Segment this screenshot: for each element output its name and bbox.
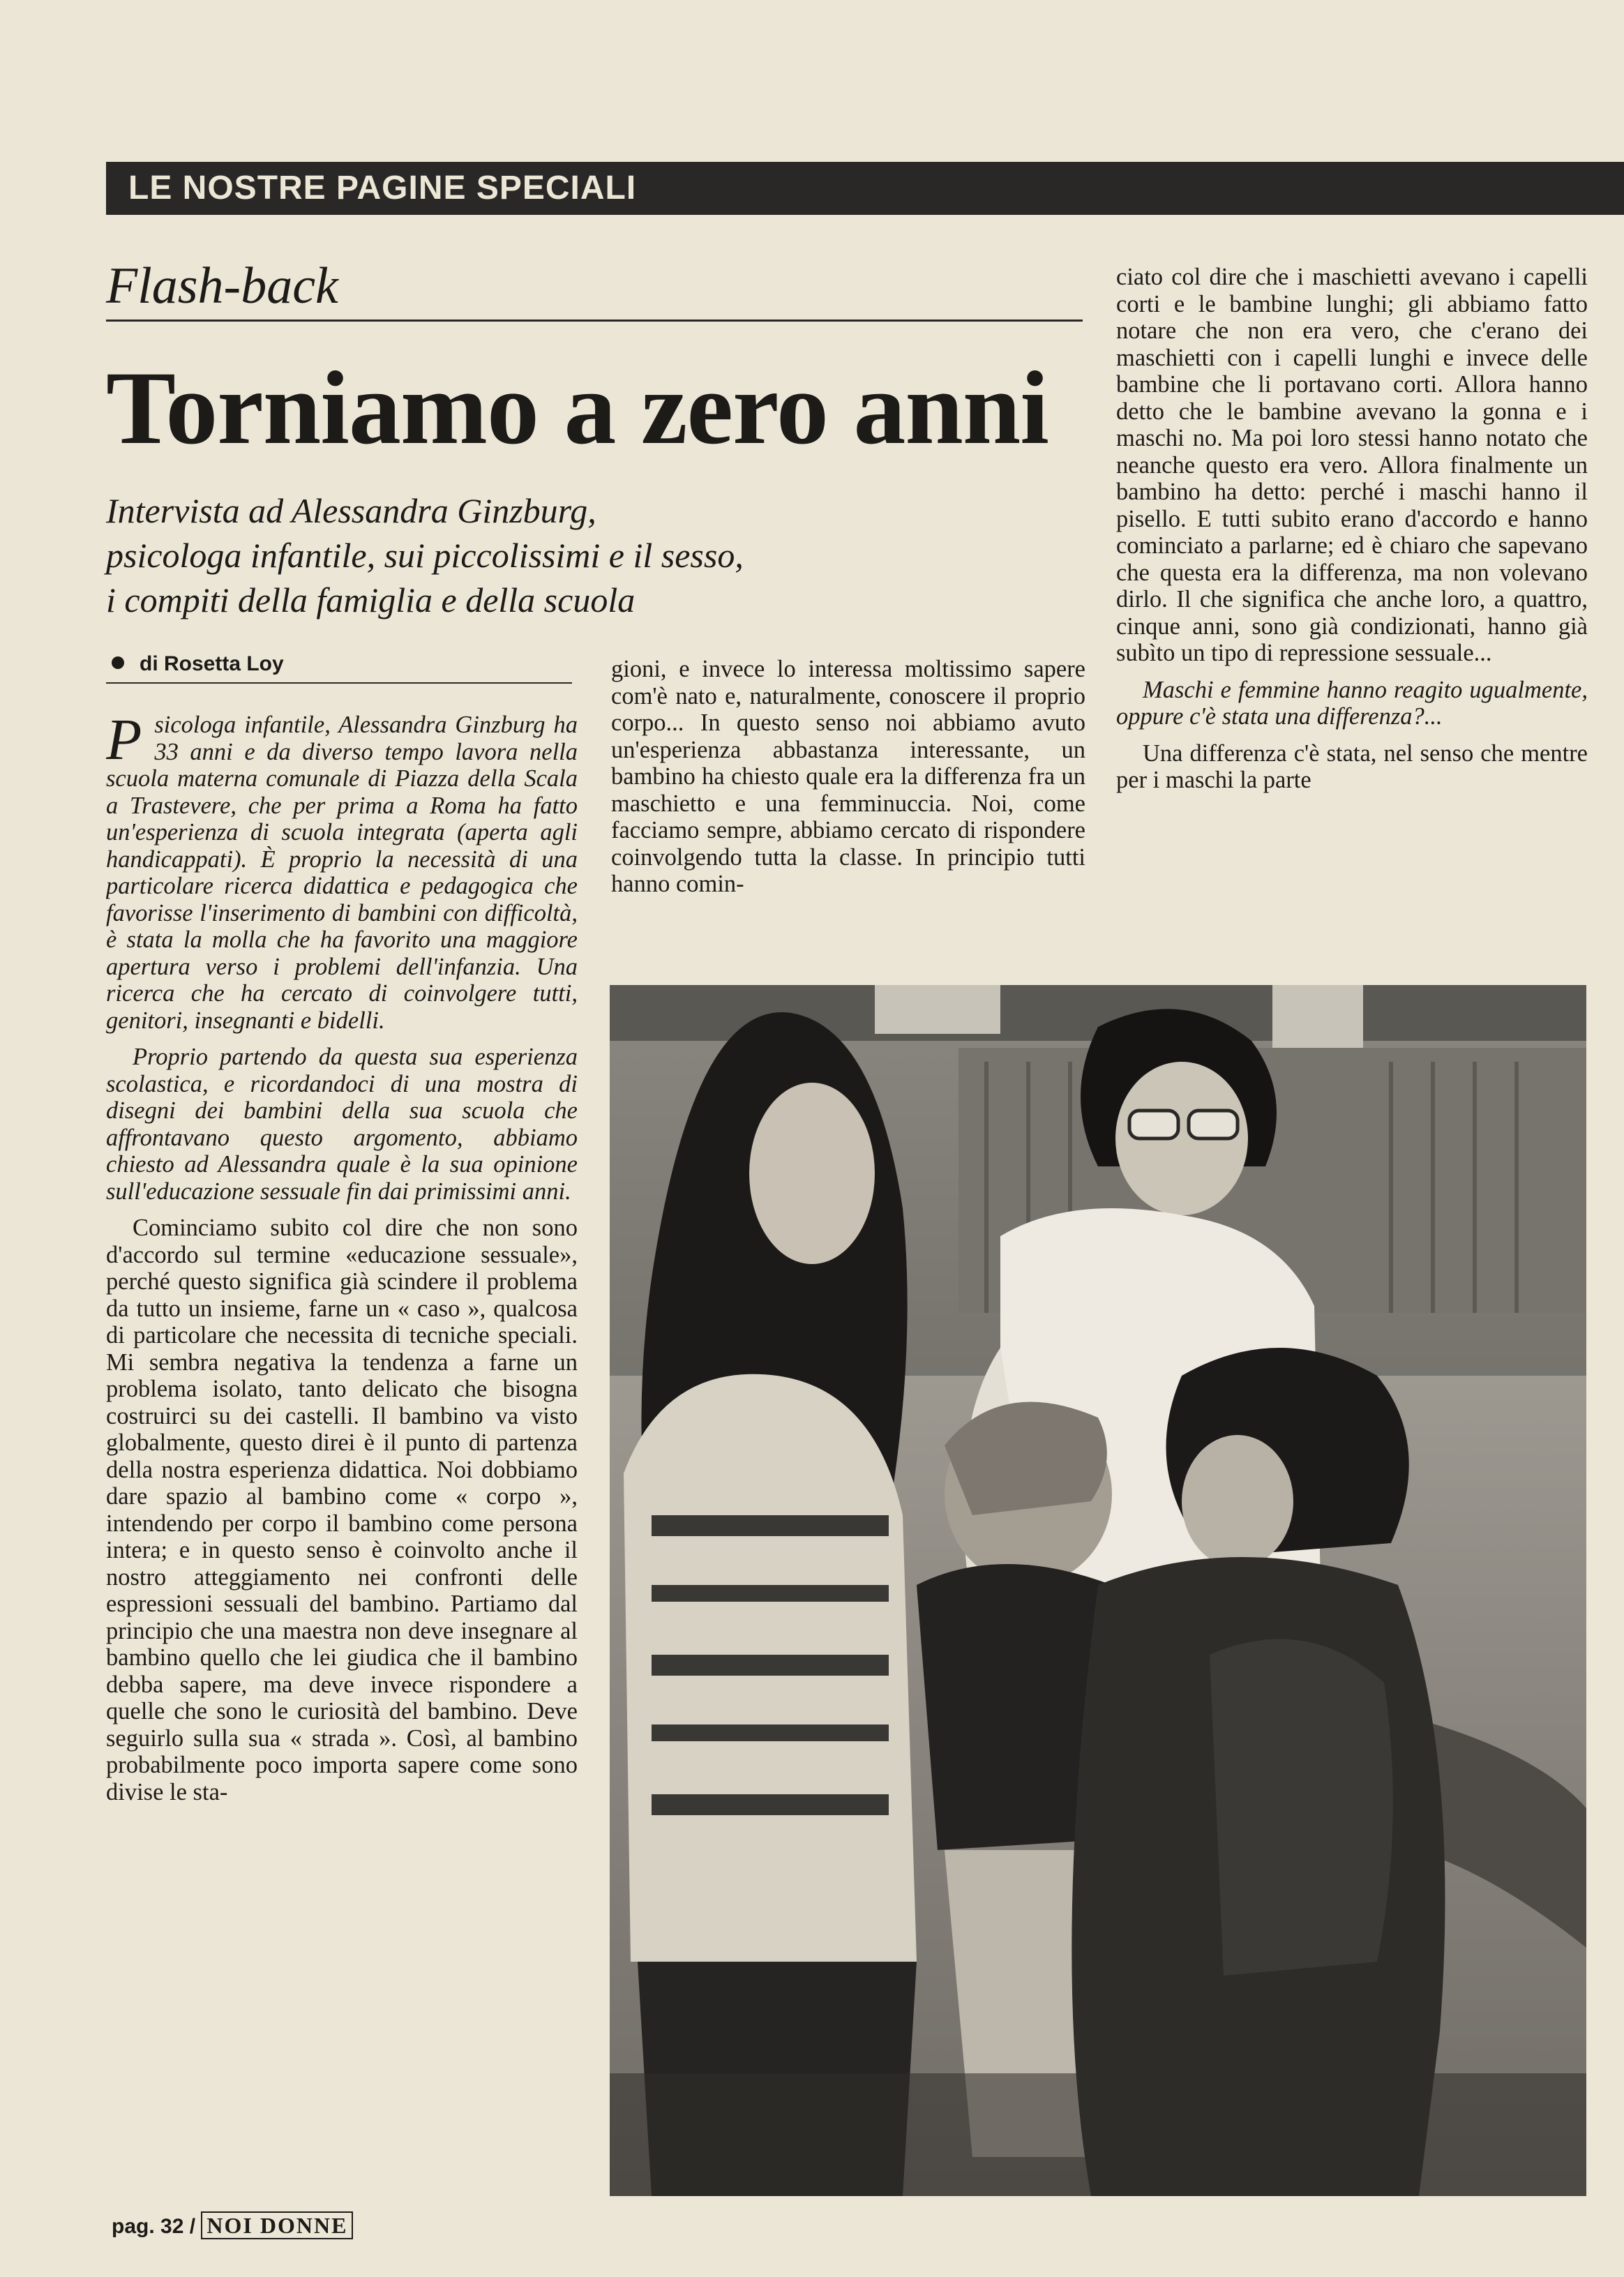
subtitle-line: i compiti della famiglia e della scuola <box>106 580 636 619</box>
photo-illustration <box>610 985 1586 2196</box>
headline: Torniamo a zero anni <box>106 350 1048 466</box>
article-column-2 <box>611 656 1085 956</box>
kicker-divider <box>106 320 1083 322</box>
byline-divider <box>106 682 572 684</box>
article-column-3 <box>1116 264 1588 961</box>
interview-question: Proprio partendo da questa sua esperienza scolastica, e ricordandoci di una mostra di disegni dei bambini della sua scuola che affrontavano questo argomento, abbiamo chiesto ad Alessandra quale è la sua opinione sull'educazione sessuale fin dai primissimi anni. <box>106 1044 578 1205</box>
magazine-logo: NOI DONNE <box>201 2211 353 2239</box>
intro-text: sicologa infantile, Alessandra Ginzburg ha 33 anni e da diverso tempo lavora nella scuola materna comunale di Piazza della Scala a Trastevere, che per prima a Roma ha fatto un'esperienza di scuola integrata (aperta agli handicappati). È proprio la necessità di una particolare ricerca didattica e pedagogica che favorisse l'inserimento di bambini con difficoltà, è stata la molla che ha favorito una maggiore apertura verso i problemi dell'infanzia. Una ricerca che ha cercato di coinvolgere tutti, genitori, insegnanti e bidelli. <box>106 712 578 1034</box>
intro-paragraph <box>106 712 578 1034</box>
kicker: Flash-back <box>106 257 338 315</box>
subtitle-line: Intervista ad Alessandra Ginzburg, <box>106 491 596 530</box>
subtitle <box>106 488 1097 622</box>
byline <box>112 650 284 678</box>
interview-answer: Cominciamo subito col dire che non sono d'accordo sul termine «educazione sessuale», perché questo significa già scindere il problema da tutto un insieme, farne un « caso », qualcosa di particolare che necessita di tecniche speciali. Mi sembra negativa la tendenza a farne un problema isolato, tanto delicato che bisogna costruirci su dei castelli. Il bambino va visto globalmente, questo direi è il punto di partenza della nostra esperienza didattica. Noi dobbiamo dare spazio al bambino come « corpo », intendendo per corpo il bambino come persona intera; e in questo senso è coinvolto anche il nostro atteggiamento nei confronti delle espressioni sessuali del bambino. Partiamo dal principio che una maestra non deve insegnare al bambino quello che lei giudica che il bambino debba sapere, ma deve invece rispondere a quelle che sono le curiosità del bambino. Deve seguirlo sulla sua « strada ». Così, al bambino probabilmente poco importa sapere come sono divise le sta- <box>106 1215 578 1805</box>
footer-separator: / <box>189 2215 196 2238</box>
subtitle-line: psicologa infantile, sui piccolissimi e il sesso, <box>106 536 744 575</box>
section-banner: LE NOSTRE PAGINE SPECIALI <box>106 162 1624 215</box>
article-column-1 <box>106 712 578 2149</box>
drop-cap: P <box>106 712 142 772</box>
page-footer <box>112 2211 353 2241</box>
bullet-icon <box>112 656 124 669</box>
column-3-text: ciato col dire che i maschietti avevano i capelli corti e le bambine lunghi; gli abbiamo fatto notare che non era vero, che c'erano dei maschietti con i capelli lunghi e invece delle bambine che li portavano corti. Allora hanno detto che le bambine avevano la gonna e i maschi no. Ma poi loro stessi hanno notato che neanche questo era vero. Allora finalmente un bambino ha detto: perché i maschi hanno il pisello. E tutti subito erano d'accordo e hanno cominciato a parlarne; ed è chiaro che sapevano che questa era la differenza, ma non volevano dirlo. Il che significa che anche loro, a quattro, cinque anni, sono già condizionati, hanno già subìto un tipo di repressione sessuale... <box>1116 264 1588 666</box>
byline-text: di Rosetta Loy <box>140 652 284 675</box>
column-2-text: gioni, e invece lo interessa moltissimo sapere com'è nato e, naturalmente, conoscere il proprio corpo... In questo senso noi abbiamo avuto un'esperienza abbastanza interessante, un bambino ha chiesto quale era la differenza fra un maschietto e una femminuccia. Noi, come facciamo sempre, abbiamo cercato di rispondere coinvolgendo tutta la classe. In principio tutti hanno comin- <box>611 656 1085 897</box>
page-number: pag. 32 <box>112 2215 184 2238</box>
interview-answer: Una differenza c'è stata, nel senso che mentre per i maschi la parte <box>1116 739 1588 793</box>
article-photo <box>610 985 1586 2196</box>
interview-question: Maschi e femmine hanno reagito ugualmente, oppure c'è stata una differenza?... <box>1116 676 1588 730</box>
